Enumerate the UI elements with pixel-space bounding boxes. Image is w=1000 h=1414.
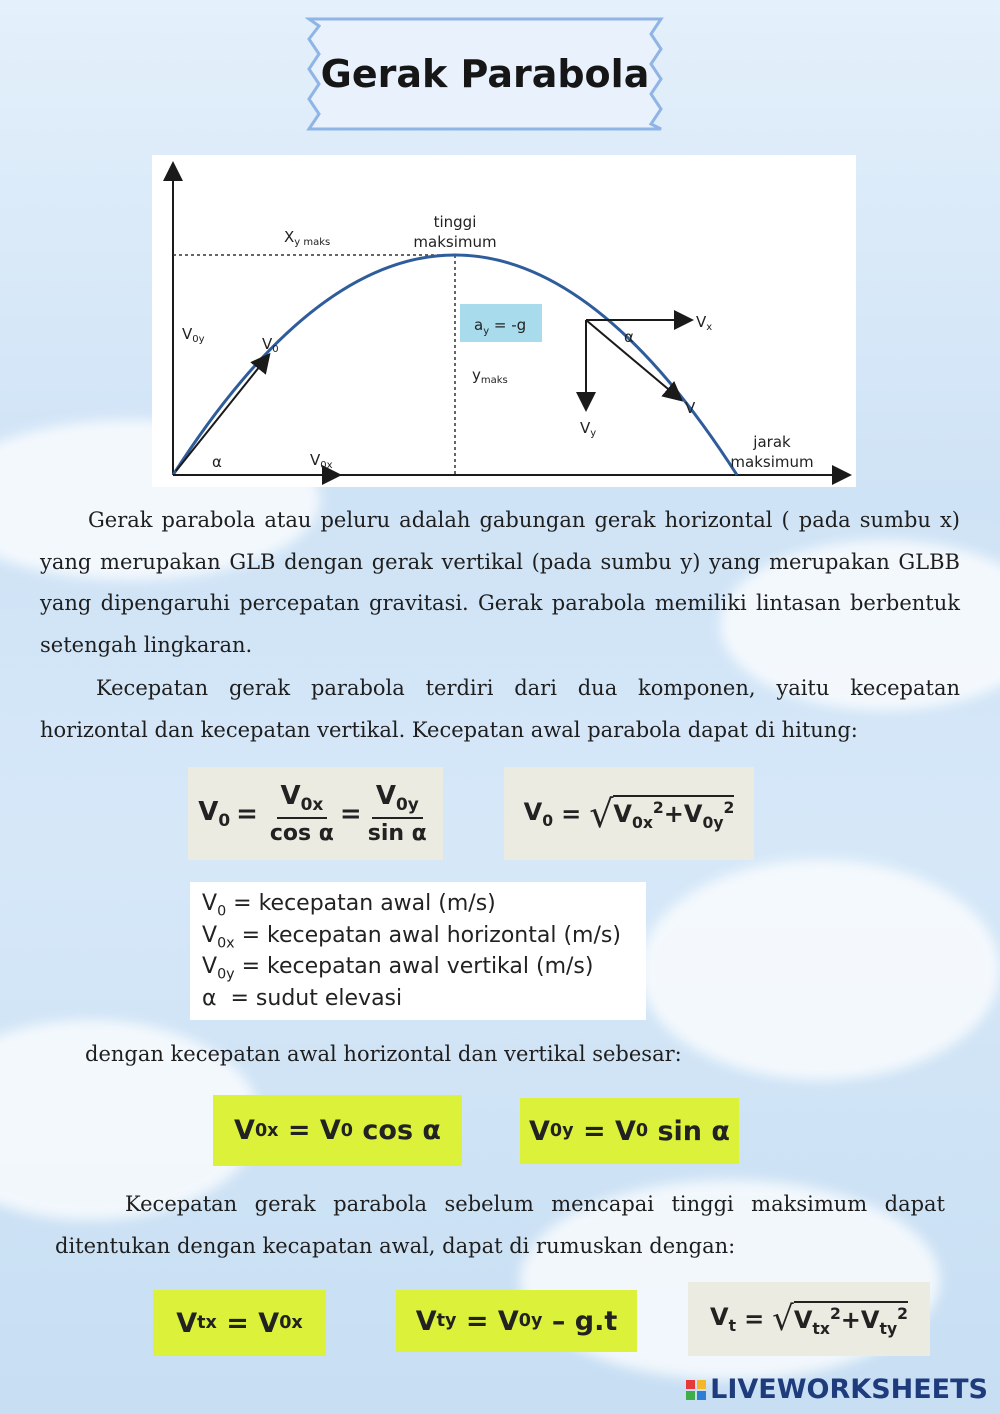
formula-v0-ratio xyxy=(188,767,443,860)
parabola-diagram xyxy=(152,155,856,487)
liveworksheets-logo-icon xyxy=(686,1380,706,1400)
legend-item: $V_0$ = kecepatan awal (m/s) xyxy=(202,891,496,920)
vy-label: $V_y$ xyxy=(580,419,597,439)
formula-vty: V ty = V 0y – g.t xyxy=(396,1290,637,1352)
paragraph-before-max: Kecepatan gerak parabola sebelum mencapai tinggi maksimum dapat ditentukan dengan kecapatan awal, dapat di rumuskan dengan: xyxy=(55,1192,945,1258)
formula-term: $V_0$ xyxy=(198,796,231,831)
sqrt-icon: √ xyxy=(589,791,614,836)
legend-item: α = sudut elevasi xyxy=(202,985,403,1011)
sqrt-icon: √ xyxy=(772,1299,794,1339)
formula-fraction: $\frac{V_{0x}}{\text{cos α}}$ xyxy=(269,781,334,846)
alpha-label: α xyxy=(212,453,222,471)
jarak-label: jarak xyxy=(753,433,791,451)
formula-equals: = xyxy=(339,798,362,829)
v0-label: $V_0$ xyxy=(262,335,279,355)
ymaks-label: $y_{maks}$ xyxy=(472,366,508,386)
jarak-maksimum-label: maksimum xyxy=(730,453,814,471)
formula-vt: $V_t$ = √ $V_{tx}^2+V_{ty}^2$ xyxy=(688,1282,930,1356)
v0-arrow xyxy=(176,356,268,471)
paragraph-definition: Gerak parabola atau peluru adalah gabungan gerak horizontal ( pada sumbu x) yang merupakan GLB dengan gerak vertikal (pada sumbu y) yang merupakan GLBB yang dipengaruhi percepatan gravitasi. Gerak parabola memiliki lintasan berbentuk setengah lingkaran. xyxy=(40,508,960,657)
formula-equals: = xyxy=(561,799,582,828)
legend-item: $V_{0x}$ = kecepatan awal horizontal (m/s) xyxy=(202,922,621,951)
xymaks-label: $X_{y maks}$ xyxy=(284,228,331,248)
formula-v0-magnitude xyxy=(504,767,754,860)
v0y-label: $V_{0y}$ xyxy=(182,325,205,345)
page-title: Gerak Parabola xyxy=(320,52,650,96)
v0x-label: $V_{0x}$ xyxy=(310,451,333,471)
legend-item: $V_{0y}$ = kecepatan awal vertikal (m/s) xyxy=(202,954,594,983)
formula-fraction: $\frac{V_{0y}}{\text{sin α}}$ xyxy=(367,781,427,846)
alpha-label: α xyxy=(624,328,634,346)
formula-v0x: V 0x = V 0 cos α xyxy=(213,1095,462,1166)
maksimum-label: maksimum xyxy=(413,233,497,251)
formula-v0y: V 0y = V 0 sin α xyxy=(520,1098,739,1164)
formula-radicand: $V_{0x}^2+V_{0y}^2$ xyxy=(613,795,734,832)
ay-label: $a_y = -g$ xyxy=(474,316,527,337)
formula-vtx: V tx = V 0x xyxy=(153,1290,326,1356)
paragraph-components: dengan kecepatan awal horizontal dan vertikal sebesar: xyxy=(85,1042,682,1066)
formula-term: $V_0$ xyxy=(523,797,554,830)
vx-label: $V_x$ xyxy=(696,313,713,333)
tinggi-label: tinggi xyxy=(433,213,477,231)
symbol-legend xyxy=(190,882,646,1020)
liveworksheets-watermark: LIVEWORKSHEETS xyxy=(686,1374,988,1405)
v-label: V xyxy=(685,399,696,417)
paragraph-velocity: Kecepatan gerak parabola terdiri dari dua komponen, yaitu kecepatan horizontal dan kecepatan vertikal. Kecepatan awal parabola dapat di hitung: xyxy=(40,676,960,742)
formula-equals: = xyxy=(236,798,258,829)
